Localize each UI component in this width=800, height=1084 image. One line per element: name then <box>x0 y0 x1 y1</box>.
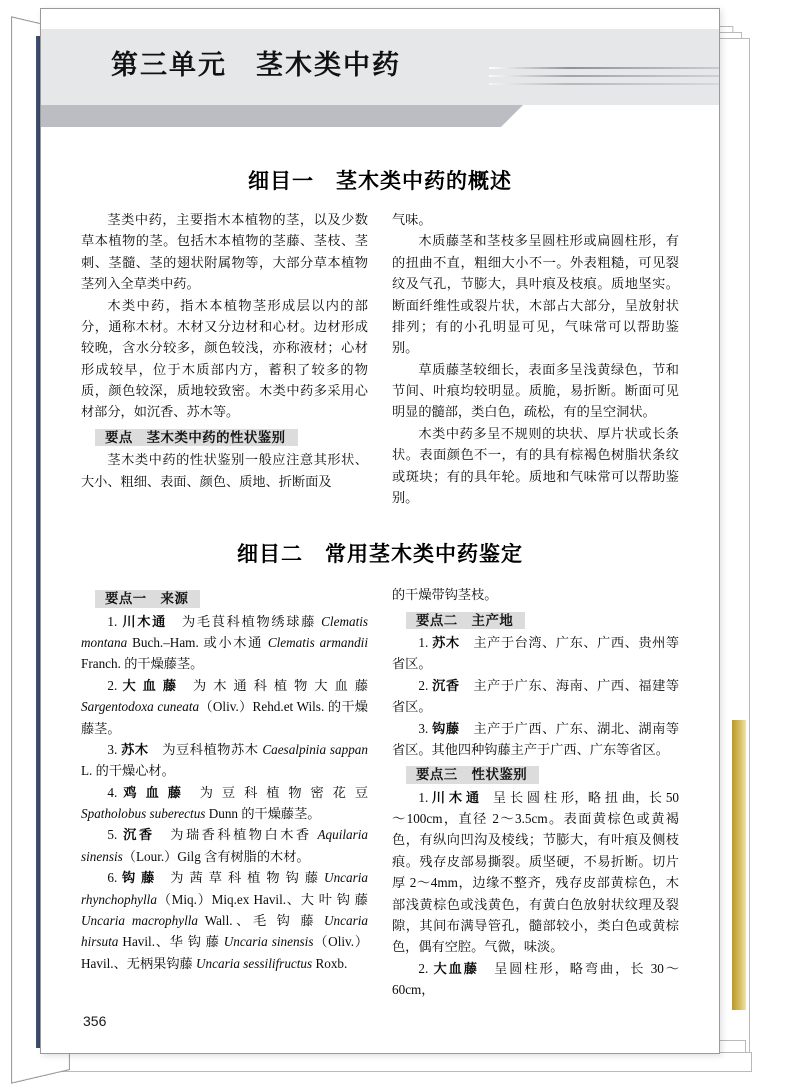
section-2-columns <box>81 584 679 1000</box>
item-text: 主产于广西、广东、湖北、湖南等省区。其他四种钩藤主产于广西、广东等省区。 <box>392 720 680 757</box>
item-name: 川 木 通 <box>431 789 480 805</box>
paragraph-continuation: 的干燥带钩茎枝。 <box>392 587 498 603</box>
item-text: 为豆科植物苏木 <box>148 741 263 757</box>
paragraph: 木质藤茎和茎枝多呈圆柱形或扁圆柱形，有的扭曲不直，粗细大小不一。外表粗糙，可见裂纹及气孔，节膨大，具叶痕及枝痕。质地坚实。断面纤维性或裂片状，木部占大部分，呈放射状排列；有的小孔明显可见，气味常可以帮助鉴别。 <box>392 233 679 356</box>
source-item-list <box>81 611 368 974</box>
source-item <box>392 632 679 675</box>
keypoint-heading-wrap <box>81 584 368 610</box>
latin-binomial: Clematis armandii <box>267 635 368 651</box>
latin-binomial: Uncaria sinensis <box>223 934 314 950</box>
source-item <box>81 824 368 867</box>
source-item <box>81 782 368 825</box>
keypoint-heading: 要点 茎木类中药的性状鉴别 <box>95 429 298 446</box>
item-text: 为瑞香科植物白木香 <box>154 827 318 843</box>
section-1-columns <box>81 209 679 508</box>
latin-binomial: Caesalpinia sappan <box>262 741 368 757</box>
section-1-left-column <box>81 209 368 508</box>
source-item <box>392 675 679 718</box>
item-text: 呈 长 圆 柱 形，略 扭 曲，长 50～100cm，直径 2～3.5cm。表面黄棕色或黄褐色，有纵向凹沟及棱线；节膨大，有叶痕及侧枝痕。残存皮部易撕裂。质坚硬，不易折断。切片厚 2～4mm，边缘不整齐，残存皮部黄棕色，木部浅黄棕色或浅黄色，有黄白色放射状纹理及裂隙，其间布满导管孔，髓部较小，类白色或黄棕色，偶有空腔。气微，味淡。 <box>392 789 680 955</box>
paragraph: 木类中药，指木本植物茎形成层以内的部分，通称木材。木材又分边材和心材。边材形成较晚，含水分较多，颜色较浅，亦称液材；心材形成较早，位于木质部内方，蓄积了较多的物质，颜色较深，质地较致密。木类中药多采用心材部分，如沉香、苏木等。 <box>81 297 368 420</box>
item-index: 3. <box>418 720 433 736</box>
item-name: 大血藤 <box>433 960 479 976</box>
item-text: 主产于台湾、广东、广西、贵州等省区。 <box>392 635 680 672</box>
item-name: 大 血 藤 <box>122 677 178 693</box>
section-2-right-column <box>392 584 679 1000</box>
section-1-right-column <box>392 209 679 508</box>
keypoint-heading-wrap <box>81 423 368 449</box>
item-text: L. 的干燥心材。 <box>81 763 175 779</box>
item-index: 1. <box>107 613 123 629</box>
keypoint-heading-wrap <box>392 606 679 632</box>
item-text: Dunn 的干燥藤茎。 <box>205 806 321 822</box>
source-item <box>392 787 679 958</box>
unit-banner <box>41 29 719 105</box>
latin-binomial: Aquilaria sinensis <box>81 827 369 864</box>
item-index: 1. <box>418 789 432 805</box>
source-item <box>81 867 368 974</box>
item-name: 钩 藤 <box>121 870 156 886</box>
item-text: 为 豆 科 植 物 密 花 豆 <box>183 784 369 800</box>
latin-binomial: Sargentodoxa cuneata <box>81 699 200 715</box>
item-name: 川木通 <box>122 613 168 629</box>
item-text: 为 木 通 科 植 物 大 血 藤 <box>177 677 369 693</box>
paragraph: 草质藤茎较细长，表面多呈浅黄绿色，节和节间、叶痕均较明显。质脆，易折断。断面可见明显的髓部，类白色，疏松，有的呈空洞状。 <box>392 361 679 420</box>
unit-title: 第三单元 茎木类中药 <box>111 50 401 80</box>
item-name: 沉香 <box>432 677 460 693</box>
latin-binomial: Clematis montana <box>81 613 369 651</box>
banner-decorative-lines <box>489 67 719 97</box>
item-index: 6. <box>107 870 122 886</box>
item-index: 2. <box>418 960 434 976</box>
item-text: Roxb. <box>312 955 348 971</box>
item-name: 钩藤 <box>432 720 460 736</box>
item-text: （Miq.）Miq.ex Havil.、大 叶 钩 藤 <box>156 891 368 907</box>
paragraph: 木类中药多呈不规则的块状、厚片状或长条状。表面颜色不一，有的具有棕褐色树脂状条纹或斑块；有的具年轮。质地和气味常可以帮助鉴别。 <box>392 425 679 505</box>
section-title-1: 细目一 茎木类中药的概述 <box>248 169 512 193</box>
item-text: Franch. 的干燥藤茎。 <box>81 656 204 672</box>
page-number: 356 <box>83 1013 107 1029</box>
item-name: 沉香 <box>123 827 155 843</box>
item-text: 为 茜 草 科 植 物 钩 藤 <box>155 870 325 886</box>
textbook-page <box>40 8 720 1054</box>
source-item <box>81 675 368 739</box>
paragraph-continuation: 气味。 <box>392 212 432 227</box>
latin-binomial: Uncaria sessilifructus <box>196 955 313 971</box>
latin-binomial: Uncaria rhynchophylla <box>81 870 369 907</box>
item-text: Wall.、毛 钩 藤 <box>198 912 325 928</box>
item-text: Buch.–Ham. 或小木通 <box>127 635 268 651</box>
item-text: Havil.、华 钩 藤 <box>118 934 224 950</box>
item-text: 主产于广东、海南、广西、福建等省区。 <box>392 677 680 715</box>
keypoint-heading-wrap <box>392 760 679 786</box>
paragraph: 茎木类中药的性状鉴别一般应注意其形状、大小、粗细、表面、颜色、质地、折断面及 <box>81 452 368 489</box>
latin-binomial: Uncaria macrophylla <box>81 912 199 928</box>
source-item <box>392 718 679 761</box>
item-index: 5. <box>107 827 124 843</box>
keypoint-heading-origin-region: 要点二 主产地 <box>406 612 525 629</box>
item-index: 1. <box>418 635 433 651</box>
character-item-list <box>392 787 679 1001</box>
item-index: 2. <box>418 677 433 693</box>
item-name: 鸡 血 藤 <box>123 784 184 800</box>
item-name: 苏木 <box>432 635 460 651</box>
background-sheet-bottom-2 <box>62 1052 752 1072</box>
item-text: （Oliv.）Rehd.et Wils. 的干燥藤茎。 <box>81 699 368 736</box>
origin-item-list <box>392 632 679 760</box>
section-2-left-column <box>81 584 368 1000</box>
page-content <box>41 165 719 1000</box>
item-name: 苏木 <box>121 741 149 757</box>
item-text: （Lour.）Gilg 含有树脂的木材。 <box>122 848 310 864</box>
item-text: 呈圆柱形，略弯曲，长 30～60cm， <box>392 960 680 998</box>
latin-binomial: Uncaria hirsuta <box>81 912 368 950</box>
source-item <box>81 611 368 675</box>
keypoint-heading-character: 要点三 性状鉴别 <box>406 766 539 783</box>
gold-edge-strip <box>732 720 746 1010</box>
unit-banner-bar <box>41 105 501 127</box>
item-index: 3. <box>107 741 122 757</box>
item-index: 2. <box>107 677 123 693</box>
source-item <box>392 958 679 1001</box>
item-text: （Oliv.）Havil.、无柄果钩藤 <box>81 934 369 971</box>
item-index: 4. <box>107 784 124 800</box>
source-item <box>81 739 368 782</box>
keypoint-heading-origin: 要点一 来源 <box>95 590 200 607</box>
section-title-2: 细目二 常用茎木类中药鉴定 <box>237 542 523 567</box>
item-text: 为毛茛科植物绣球藤 <box>167 613 322 629</box>
latin-binomial: Spatholobus suberectus <box>81 806 206 822</box>
paragraph: 茎类中药，主要指木本植物的茎，以及少数草本植物的茎。包括木本植物的茎藤、茎枝、茎刺、茎髓、茎的翅状附属物等，大部分草本植物茎列入全草类中药。 <box>81 212 368 292</box>
